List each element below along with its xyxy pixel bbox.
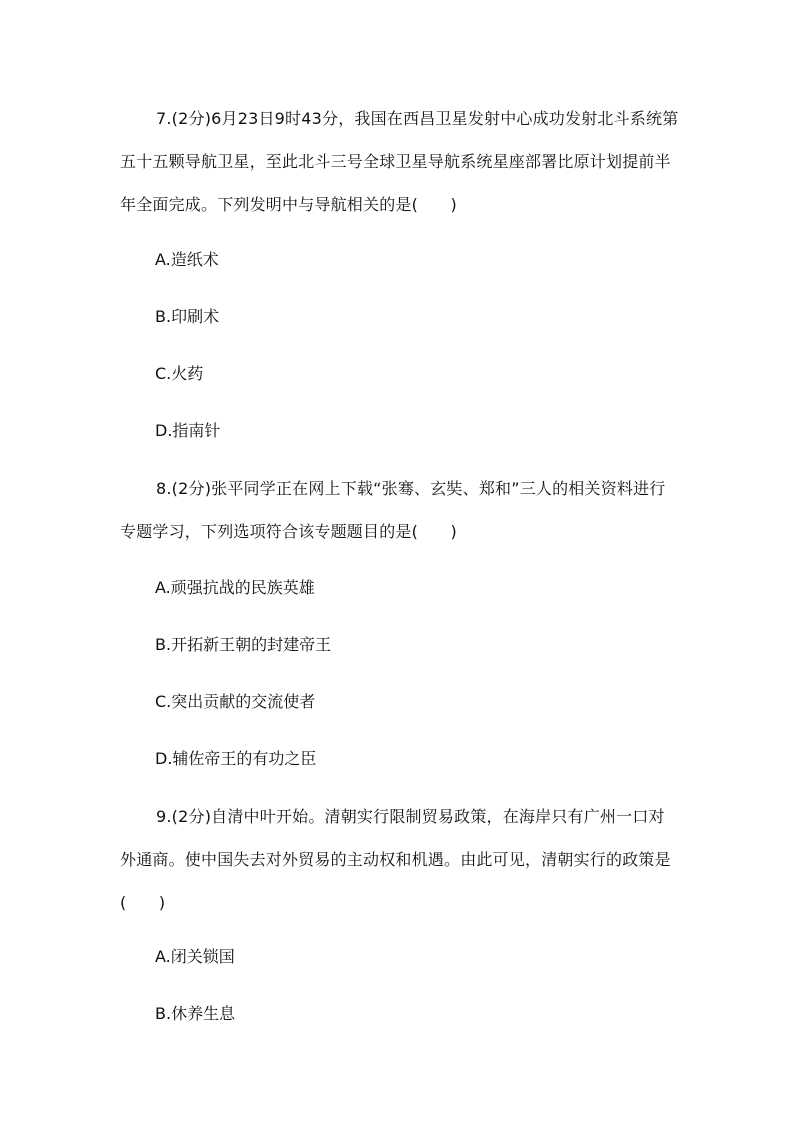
question-7-option-d: D.指南针 — [155, 421, 221, 440]
question-9-option-a: A.闭关锁国 — [155, 947, 235, 966]
question-8-stem: 8.(2分)张平同学正在网上下载“张骞、玄奘、郑和”三人的相关资料进行专题学习，下列选项符合该专题题目的是( ) — [120, 479, 666, 541]
question-8-option-a: A.顽强抗战的民族英雄 — [155, 578, 315, 597]
question-7-stem: 7.(2分)6月23日9时43分，我国在西昌卫星发射中心成功发射北斗系统第五十五颗导航卫星，至此北斗三号全球卫星导航系统星座部署比原计划提前半年全面完成。下列发明中与导航相关的是( ) — [120, 109, 679, 214]
question-8-option-c: C.突出贡献的交流使者 — [155, 692, 316, 711]
question-7-option-a: A.造纸术 — [155, 250, 219, 269]
question-7-option-b: B.印刷术 — [155, 307, 220, 326]
question-8-option-b: B.开拓新王朝的封建帝王 — [155, 635, 332, 654]
question-9-stem: 9.(2分)自清中叶开始。清朝实行限制贸易政策，在海岸只有广州一口对外通商。使中国失去对外贸易的主动权和机遇。由此可见，清朝实行的政策是( ) — [120, 807, 671, 912]
question-8-option-d: D.辅佐帝王的有功之臣 — [155, 749, 317, 768]
question-7-option-c: C.火药 — [155, 364, 204, 383]
question-9-option-b: B.休养生息 — [155, 1004, 236, 1023]
